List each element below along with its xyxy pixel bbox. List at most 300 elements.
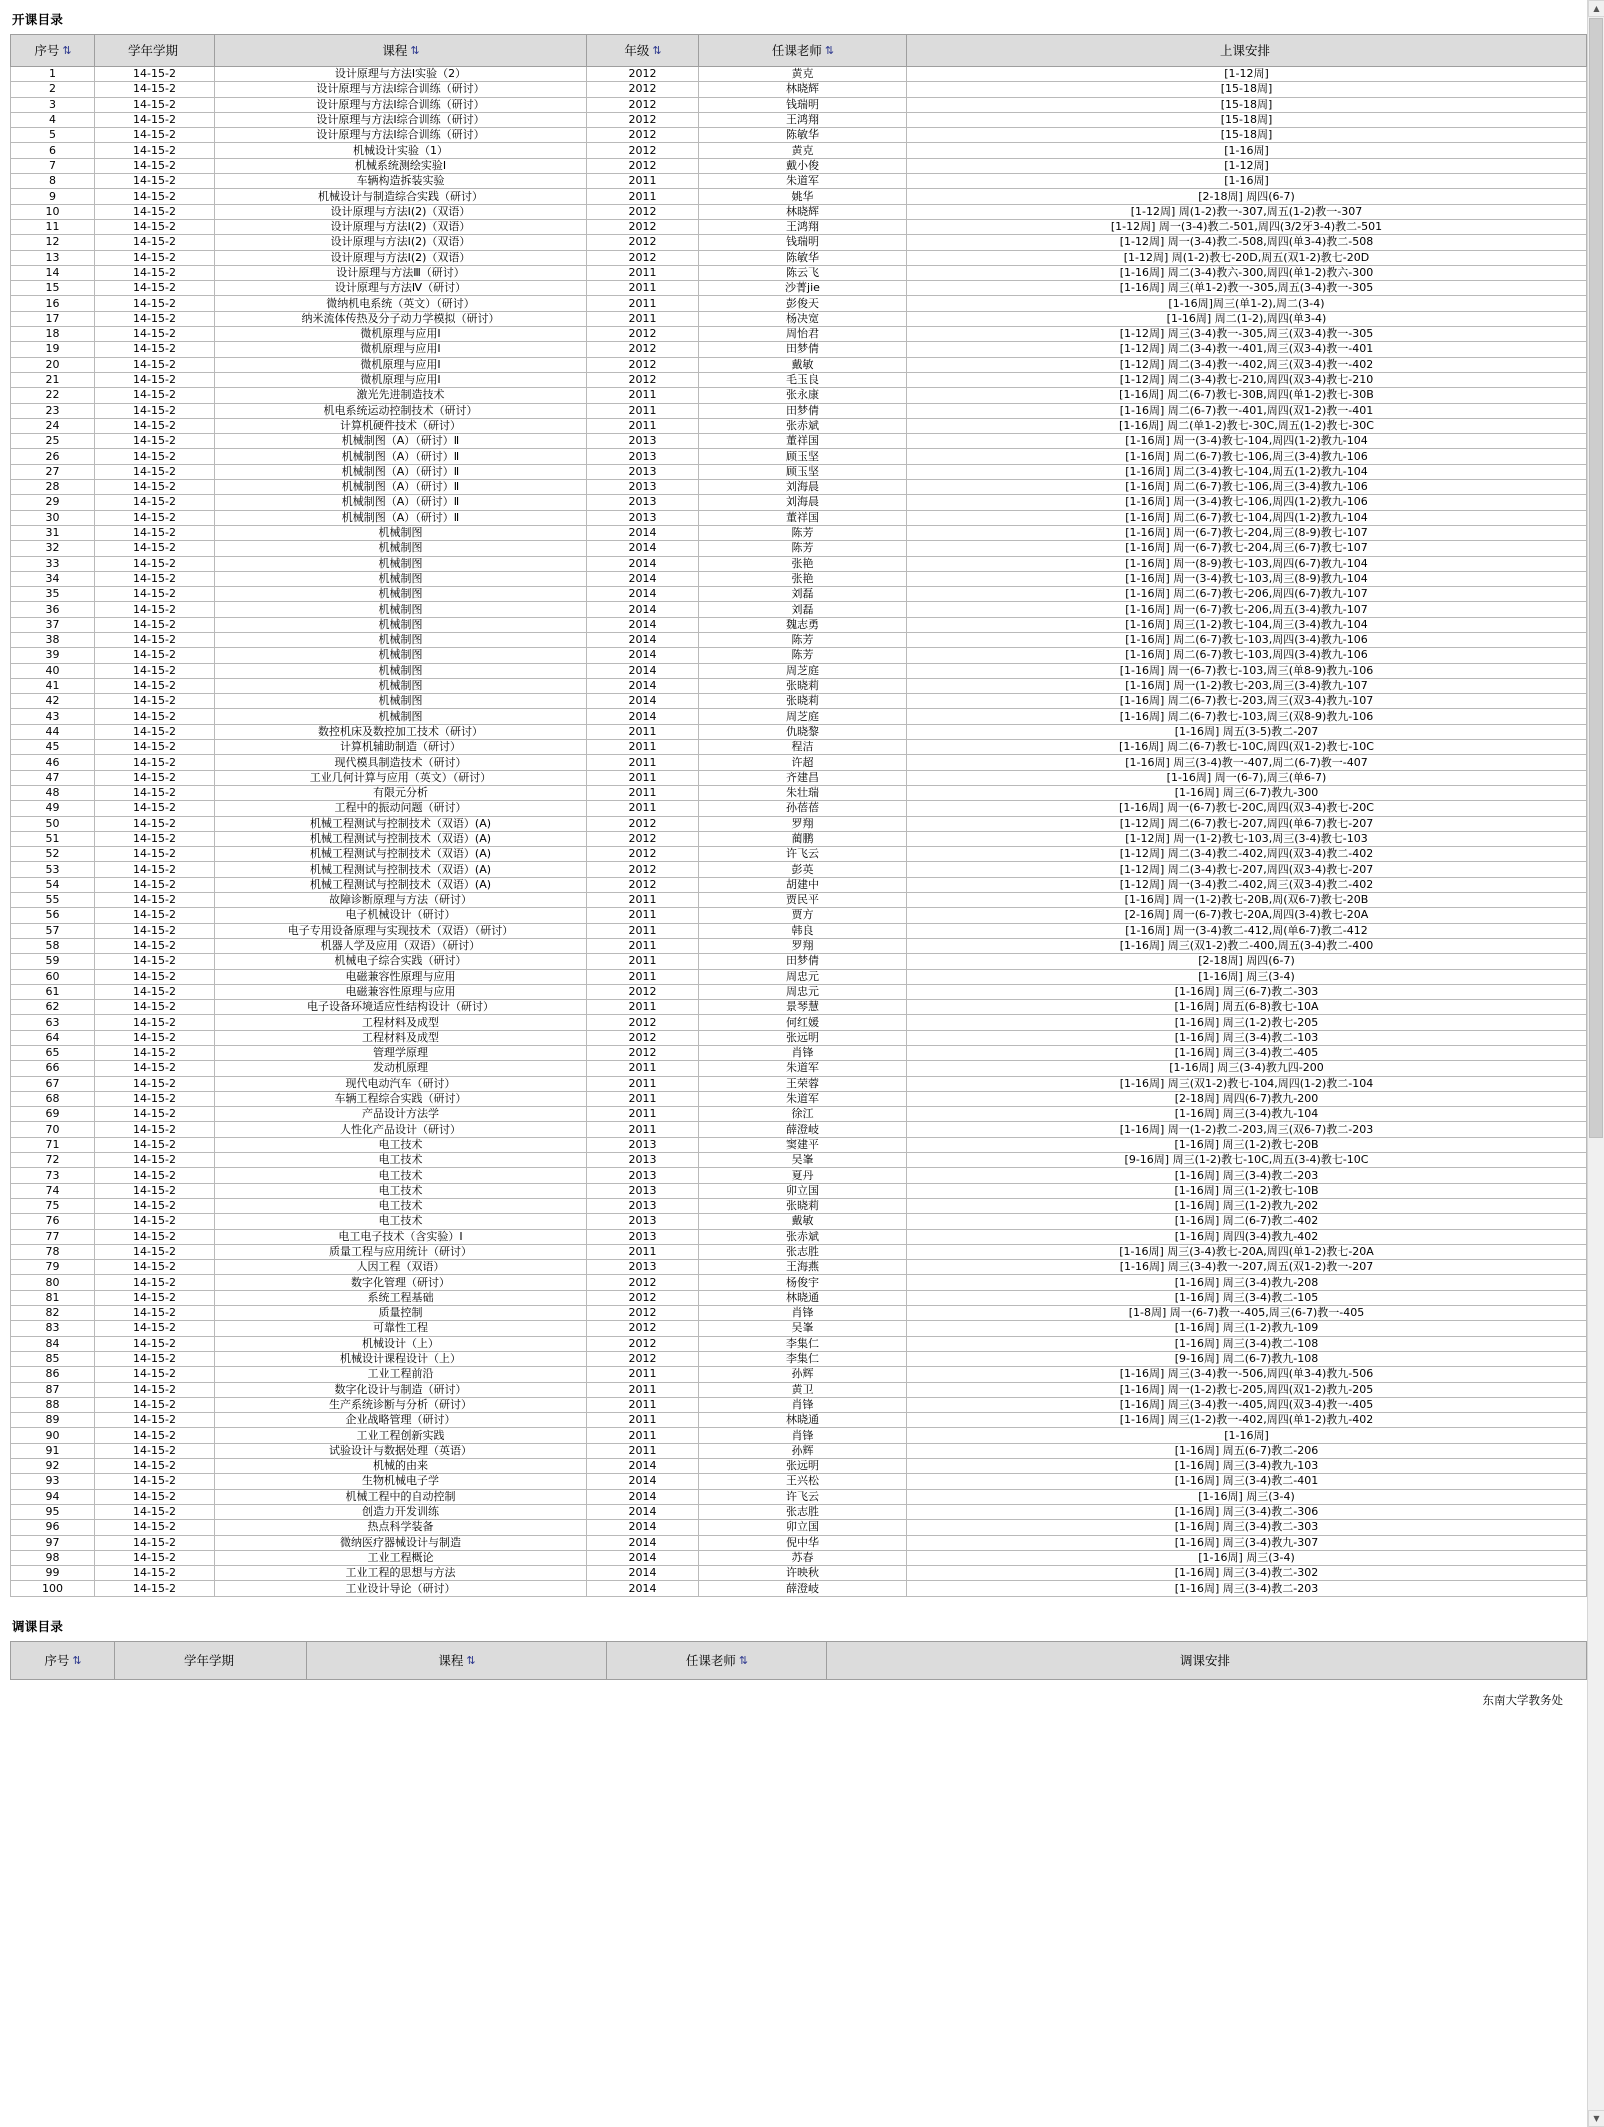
cell-schedule: [1-12周] 周二(3-4)教二-402,周四(双3-4)教二-402	[907, 847, 1587, 862]
table-row[interactable]	[11, 296, 1587, 311]
table-row[interactable]	[11, 357, 1587, 372]
cell-teacher: 苏春	[699, 1550, 907, 1565]
cell-course: 机械制图	[215, 587, 587, 602]
scroll-down-arrow-icon[interactable]: ▼	[1588, 2110, 1604, 2127]
cell-index: 33	[11, 556, 95, 571]
table-row[interactable]	[11, 1504, 1587, 1519]
cell-term: 14-15-2	[95, 204, 215, 219]
cell-course: 生物机械电子学	[215, 1474, 587, 1489]
table-row[interactable]	[11, 694, 1587, 709]
cell-term: 14-15-2	[95, 112, 215, 127]
cell-course: 现代模具制造技术（研讨）	[215, 755, 587, 770]
table-row[interactable]	[11, 219, 1587, 234]
cell-schedule: [1-16周] 周三(3-4)教一-207,周五(双1-2)教一-207	[907, 1260, 1587, 1275]
table-row[interactable]	[11, 984, 1587, 999]
cell-term: 14-15-2	[95, 541, 215, 556]
cell-grade: 2011	[587, 938, 699, 953]
cell-grade: 2011	[587, 785, 699, 800]
cell-term: 14-15-2	[95, 250, 215, 265]
cell-grade: 2011	[587, 174, 699, 189]
cell-index: 77	[11, 1229, 95, 1244]
table-row[interactable]	[11, 602, 1587, 617]
cell-term: 14-15-2	[95, 648, 215, 663]
table-row[interactable]	[11, 1382, 1587, 1397]
column-header-course[interactable]	[215, 35, 587, 67]
table-row[interactable]	[11, 1520, 1587, 1535]
column-header-index[interactable]	[11, 35, 95, 67]
column-header-course-label: 课程	[438, 1653, 464, 1669]
cell-teacher: 仇晓黎	[699, 724, 907, 739]
cell-grade: 2011	[587, 388, 699, 403]
cell-course: 微机原理与应用Ⅰ	[215, 372, 587, 387]
table-row[interactable]	[11, 678, 1587, 693]
cell-course: 机械工程测试与控制技术（双语）(A)	[215, 847, 587, 862]
table-row[interactable]	[11, 1290, 1587, 1305]
table-row[interactable]	[11, 847, 1587, 862]
column-header-index[interactable]	[11, 1641, 115, 1679]
table-row[interactable]	[11, 434, 1587, 449]
cell-grade: 2013	[587, 1137, 699, 1152]
cell-teacher: 彭英	[699, 862, 907, 877]
cell-teacher: 田梦倩	[699, 403, 907, 418]
table-row[interactable]	[11, 1168, 1587, 1183]
table-row[interactable]	[11, 617, 1587, 632]
table-row[interactable]	[11, 1153, 1587, 1168]
table-row[interactable]	[11, 770, 1587, 785]
table-row[interactable]	[11, 1443, 1587, 1458]
table-row[interactable]	[11, 1489, 1587, 1504]
table-row[interactable]	[11, 281, 1587, 296]
cell-term: 14-15-2	[95, 1122, 215, 1137]
cell-schedule: [1-16周] 周三(3-4)	[907, 1550, 1587, 1565]
cell-course: 设计原理与方法Ⅰ综合训练（研讨）	[215, 128, 587, 143]
table-row[interactable]	[11, 480, 1587, 495]
cell-index: 36	[11, 602, 95, 617]
cell-teacher: 卯立国	[699, 1183, 907, 1198]
table-row[interactable]	[11, 235, 1587, 250]
cell-grade: 2012	[587, 847, 699, 862]
table-row[interactable]	[11, 1244, 1587, 1259]
table-row[interactable]	[11, 67, 1587, 82]
cell-grade: 2013	[587, 1183, 699, 1198]
cell-index: 25	[11, 434, 95, 449]
cell-course: 计算机硬件技术（研讨）	[215, 418, 587, 433]
cell-index: 94	[11, 1489, 95, 1504]
cell-teacher: 陈敏华	[699, 250, 907, 265]
cell-teacher: 张远明	[699, 1459, 907, 1474]
table-row[interactable]	[11, 1413, 1587, 1428]
table-row[interactable]	[11, 893, 1587, 908]
cell-term: 14-15-2	[95, 418, 215, 433]
table-row[interactable]	[11, 1428, 1587, 1443]
cell-schedule: [1-16周] 周二(6-7)教二-402	[907, 1214, 1587, 1229]
cell-grade: 2012	[587, 250, 699, 265]
cell-index: 84	[11, 1336, 95, 1351]
cell-index: 59	[11, 954, 95, 969]
cell-schedule: [1-16周] 周三(6-7)教二-303	[907, 984, 1587, 999]
cell-grade: 2012	[587, 357, 699, 372]
column-header-teacher[interactable]	[699, 35, 907, 67]
cell-grade: 2014	[587, 1535, 699, 1550]
cell-index: 60	[11, 969, 95, 984]
cell-grade: 2013	[587, 1168, 699, 1183]
table-row[interactable]	[11, 1214, 1587, 1229]
table-row[interactable]	[11, 908, 1587, 923]
cell-teacher: 许飞云	[699, 847, 907, 862]
cell-course: 工业工程的思想与方法	[215, 1566, 587, 1581]
table-row[interactable]	[11, 388, 1587, 403]
table-row[interactable]	[11, 311, 1587, 326]
table-row[interactable]	[11, 785, 1587, 800]
table-row[interactable]	[11, 632, 1587, 647]
sort-icon[interactable]: ⇅	[62, 43, 71, 57]
table-row[interactable]	[11, 1137, 1587, 1152]
cell-term: 14-15-2	[95, 1520, 215, 1535]
sort-icon[interactable]: ⇅	[652, 43, 661, 57]
table-row[interactable]	[11, 1351, 1587, 1366]
table-row[interactable]	[11, 1581, 1587, 1596]
cell-grade: 2012	[587, 1275, 699, 1290]
table-row[interactable]	[11, 938, 1587, 953]
table-row[interactable]	[11, 1076, 1587, 1091]
cell-schedule: [1-16周] 周三(3-4)教一-405,周四(双3-4)教一-405	[907, 1397, 1587, 1412]
table-row[interactable]	[11, 923, 1587, 938]
cell-grade: 2011	[587, 969, 699, 984]
cell-term: 14-15-2	[95, 678, 215, 693]
cell-teacher: 毛玉良	[699, 372, 907, 387]
table-row[interactable]	[11, 1321, 1587, 1336]
cell-index: 21	[11, 372, 95, 387]
cell-index: 89	[11, 1413, 95, 1428]
cell-schedule: [1-16周] 周一(1-2)教二-203,周三(双6-7)教二-203	[907, 1122, 1587, 1137]
table-row[interactable]	[11, 495, 1587, 510]
table-row[interactable]	[11, 663, 1587, 678]
table-row[interactable]	[11, 1566, 1587, 1581]
cell-term: 14-15-2	[95, 1229, 215, 1244]
cell-course: 设计原理与方法Ⅰ综合训练（研讨）	[215, 82, 587, 97]
table-row[interactable]	[11, 954, 1587, 969]
cell-index: 99	[11, 1566, 95, 1581]
cell-grade: 2012	[587, 82, 699, 97]
cell-index: 29	[11, 495, 95, 510]
cell-teacher: 刘磊	[699, 587, 907, 602]
table-row[interactable]	[11, 556, 1587, 571]
scroll-up-arrow-icon[interactable]: ▲	[1588, 0, 1604, 17]
cell-course: 电磁兼容性原理与应用	[215, 969, 587, 984]
column-header-course[interactable]	[307, 1641, 607, 1679]
sort-icon[interactable]: ⇅	[72, 1654, 81, 1668]
cell-course: 电工技术	[215, 1168, 587, 1183]
table-row[interactable]	[11, 1183, 1587, 1198]
sort-icon[interactable]: ⇅	[410, 43, 419, 57]
table-row[interactable]	[11, 648, 1587, 663]
cell-index: 43	[11, 709, 95, 724]
cell-teacher: 罗翔	[699, 816, 907, 831]
cell-teacher: 肖锋	[699, 1306, 907, 1321]
cell-term: 14-15-2	[95, 1030, 215, 1045]
cell-term: 14-15-2	[95, 571, 215, 586]
cell-grade: 2014	[587, 632, 699, 647]
table-row[interactable]	[11, 877, 1587, 892]
cell-schedule: [1-16周] 周三(单1-2)教一-305,周五(3-4)教一-305	[907, 281, 1587, 296]
cell-course: 有限元分析	[215, 785, 587, 800]
cell-term: 14-15-2	[95, 1061, 215, 1076]
cell-teacher: 张永康	[699, 388, 907, 403]
cell-grade: 2011	[587, 311, 699, 326]
table-row[interactable]	[11, 1046, 1587, 1061]
cell-schedule: [1-16周] 周五(3-5)教二-207	[907, 724, 1587, 739]
cell-term: 14-15-2	[95, 1107, 215, 1122]
cell-teacher: 齐建昌	[699, 770, 907, 785]
cell-grade: 2014	[587, 709, 699, 724]
table-row[interactable]	[11, 816, 1587, 831]
table-row[interactable]	[11, 1229, 1587, 1244]
cell-index: 68	[11, 1091, 95, 1106]
cell-course: 微纳医疗器械设计与制造	[215, 1535, 587, 1550]
table-row[interactable]	[11, 327, 1587, 342]
cell-schedule: [1-16周] 周三(3-4)教二-203	[907, 1581, 1587, 1596]
column-header-term-label: 学年学期	[183, 1653, 234, 1669]
table-row[interactable]	[11, 128, 1587, 143]
column-header-course-label: 课程	[382, 42, 408, 58]
table-row[interactable]	[11, 541, 1587, 556]
table-row[interactable]	[11, 571, 1587, 586]
table-row[interactable]	[11, 418, 1587, 433]
cell-course: 机械工程测试与控制技术（双语）(A)	[215, 862, 587, 877]
table-row[interactable]	[11, 82, 1587, 97]
cell-index: 20	[11, 357, 95, 372]
table-row[interactable]	[11, 250, 1587, 265]
cell-index: 31	[11, 525, 95, 540]
table-row[interactable]	[11, 525, 1587, 540]
cell-term: 14-15-2	[95, 862, 215, 877]
table-row[interactable]	[11, 740, 1587, 755]
cell-teacher: 戴敏	[699, 1214, 907, 1229]
cell-term: 14-15-2	[95, 97, 215, 112]
cell-index: 80	[11, 1275, 95, 1290]
table-row[interactable]	[11, 189, 1587, 204]
table-row[interactable]	[11, 1459, 1587, 1474]
cell-schedule: [1-16周] 周一(6-7)教七-20C,周四(双3-4)教七-20C	[907, 801, 1587, 816]
table-row[interactable]	[11, 1000, 1587, 1015]
table-row[interactable]	[11, 1397, 1587, 1412]
table-row[interactable]	[11, 143, 1587, 158]
cell-index: 74	[11, 1183, 95, 1198]
table-row[interactable]	[11, 724, 1587, 739]
cell-term: 14-15-2	[95, 1290, 215, 1305]
cell-index: 39	[11, 648, 95, 663]
table-row[interactable]	[11, 587, 1587, 602]
table-row[interactable]	[11, 1107, 1587, 1122]
table-row[interactable]	[11, 1306, 1587, 1321]
cell-grade: 2014	[587, 1504, 699, 1519]
cell-teacher: 陈敏华	[699, 128, 907, 143]
table-row[interactable]	[11, 801, 1587, 816]
cell-teacher: 吴峯	[699, 1321, 907, 1336]
column-header-schedule[interactable]	[907, 35, 1587, 67]
table-row[interactable]	[11, 1275, 1587, 1290]
cell-schedule: [1-16周] 周三(6-7)教九-300	[907, 785, 1587, 800]
cell-course: 机械工程测试与控制技术（双语）(A)	[215, 816, 587, 831]
cell-grade: 2014	[587, 678, 699, 693]
table-row[interactable]	[11, 1198, 1587, 1213]
table-row[interactable]	[11, 403, 1587, 418]
cell-teacher: 魏志勇	[699, 617, 907, 632]
cell-schedule: [1-16周] 周二(6-7)教七-203,周三(双3-4)教九-107	[907, 694, 1587, 709]
cell-course: 工业几何计算与应用（英文）（研讨）	[215, 770, 587, 785]
cell-course: 工业工程前沿	[215, 1367, 587, 1382]
cell-index: 98	[11, 1550, 95, 1565]
cell-course: 设计原理与方法Ⅰ(2)（双语）	[215, 235, 587, 250]
cell-teacher: 李集仁	[699, 1351, 907, 1366]
cell-term: 14-15-2	[95, 1336, 215, 1351]
table-row[interactable]	[11, 862, 1587, 877]
cell-course: 纳米流体传热及分子动力学模拟（研讨）	[215, 311, 587, 326]
table-row[interactable]	[11, 1015, 1587, 1030]
table-row[interactable]	[11, 1061, 1587, 1076]
cell-grade: 2012	[587, 831, 699, 846]
cell-grade: 2012	[587, 984, 699, 999]
table-row[interactable]	[11, 510, 1587, 525]
cell-teacher: 周芝庭	[699, 709, 907, 724]
cell-schedule: [1-16周] 周三(双1-2)教二-400,周五(3-4)教二-400	[907, 938, 1587, 953]
cell-term: 14-15-2	[95, 632, 215, 647]
cell-schedule: [1-16周] 周三(1-2)教七-205	[907, 1015, 1587, 1030]
cell-teacher: 田梦倩	[699, 954, 907, 969]
cell-course: 数字化设计与制造（研讨）	[215, 1382, 587, 1397]
cell-teacher: 陈芳	[699, 541, 907, 556]
cell-teacher: 林晓通	[699, 1290, 907, 1305]
scrollbar-thumb[interactable]	[1589, 18, 1603, 1138]
cell-term: 14-15-2	[95, 617, 215, 632]
cell-index: 75	[11, 1198, 95, 1213]
sort-icon[interactable]: ⇅	[738, 1654, 748, 1668]
cell-term: 14-15-2	[95, 128, 215, 143]
table-row[interactable]	[11, 1091, 1587, 1106]
cell-grade: 2011	[587, 1397, 699, 1412]
cell-teacher: 黄克	[699, 143, 907, 158]
open-courses-title: 开课目录	[12, 12, 64, 27]
column-header-adjust-schedule[interactable]	[827, 1641, 1587, 1679]
cell-term: 14-15-2	[95, 1428, 215, 1443]
cell-term: 14-15-2	[95, 372, 215, 387]
table-row[interactable]	[11, 449, 1587, 464]
cell-schedule: [15-18周]	[907, 112, 1587, 127]
cell-term: 14-15-2	[95, 847, 215, 862]
table-row[interactable]	[11, 1122, 1587, 1137]
table-row[interactable]	[11, 969, 1587, 984]
cell-course: 机械制图（A）（研讨）Ⅱ	[215, 464, 587, 479]
table-row[interactable]	[11, 1550, 1587, 1565]
cell-term: 14-15-2	[95, 235, 215, 250]
table-row[interactable]	[11, 112, 1587, 127]
cell-index: 67	[11, 1076, 95, 1091]
column-header-term[interactable]	[95, 35, 215, 67]
cell-teacher: 卯立国	[699, 1520, 907, 1535]
table-row[interactable]	[11, 204, 1587, 219]
cell-teacher: 彭俊天	[699, 296, 907, 311]
cell-course: 电磁兼容性原理与应用	[215, 984, 587, 999]
table-row[interactable]	[11, 158, 1587, 173]
cell-index: 44	[11, 724, 95, 739]
cell-course: 数字化管理（研讨）	[215, 1275, 587, 1290]
page-scrollbar[interactable]	[1587, 0, 1604, 2127]
cell-course: 工业工程概论	[215, 1550, 587, 1565]
table-row[interactable]	[11, 1336, 1587, 1351]
cell-course: 企业战略管理（研讨）	[215, 1413, 587, 1428]
table-row[interactable]	[11, 1030, 1587, 1045]
cell-term: 14-15-2	[95, 480, 215, 495]
cell-course: 机械制图	[215, 632, 587, 647]
cell-index: 24	[11, 418, 95, 433]
cell-teacher: 薛澄岐	[699, 1581, 907, 1596]
cell-course: 机械制图	[215, 694, 587, 709]
table-row[interactable]	[11, 709, 1587, 724]
cell-teacher: 杨俊宇	[699, 1275, 907, 1290]
cell-schedule: [1-12周] 周(1-2)教一-307,周五(1-2)教一-307	[907, 204, 1587, 219]
cell-index: 92	[11, 1459, 95, 1474]
cell-term: 14-15-2	[95, 1535, 215, 1550]
table-row[interactable]	[11, 342, 1587, 357]
table-row[interactable]	[11, 464, 1587, 479]
cell-course: 激光先进制造技术	[215, 388, 587, 403]
table-row[interactable]	[11, 1367, 1587, 1382]
cell-schedule: [1-16周] 周一(6-7)教七-204,周三(6-7)教七-107	[907, 541, 1587, 556]
cell-term: 14-15-2	[95, 357, 215, 372]
table-row[interactable]	[11, 1535, 1587, 1550]
table-row[interactable]	[11, 831, 1587, 846]
cell-index: 9	[11, 189, 95, 204]
table-row[interactable]	[11, 97, 1587, 112]
cell-teacher: 孙辉	[699, 1367, 907, 1382]
column-header-teacher[interactable]	[607, 1641, 827, 1679]
table-row[interactable]	[11, 372, 1587, 387]
column-header-grade[interactable]	[587, 35, 699, 67]
table-row[interactable]	[11, 174, 1587, 189]
cell-term: 14-15-2	[95, 82, 215, 97]
sort-icon[interactable]: ⇅	[824, 43, 834, 57]
sort-icon[interactable]: ⇅	[466, 1654, 475, 1668]
cell-term: 14-15-2	[95, 908, 215, 923]
cell-term: 14-15-2	[95, 770, 215, 785]
cell-grade: 2011	[587, 740, 699, 755]
table-row[interactable]	[11, 1260, 1587, 1275]
table-row[interactable]	[11, 1474, 1587, 1489]
cell-index: 17	[11, 311, 95, 326]
table-row[interactable]	[11, 265, 1587, 280]
cell-schedule: [9-16周] 周三(1-2)教七-10C,周五(3-4)教七-10C	[907, 1153, 1587, 1168]
cell-grade: 2012	[587, 112, 699, 127]
cell-term: 14-15-2	[95, 954, 215, 969]
table-row[interactable]	[11, 755, 1587, 770]
column-header-adjust-schedule-label: 调课安排	[1179, 1653, 1230, 1669]
cell-teacher: 姚华	[699, 189, 907, 204]
column-header-term[interactable]	[115, 1641, 307, 1679]
cell-grade: 2011	[587, 1367, 699, 1382]
cell-index: 73	[11, 1168, 95, 1183]
adjusted-courses-table	[10, 1641, 1587, 1680]
cell-teacher: 张晓莉	[699, 1198, 907, 1213]
cell-teacher: 许映秋	[699, 1566, 907, 1581]
cell-index: 96	[11, 1520, 95, 1535]
cell-index: 88	[11, 1397, 95, 1412]
cell-course: 机械制图	[215, 541, 587, 556]
column-header-index-label: 序号	[44, 1653, 70, 1669]
cell-schedule: [15-18周]	[907, 128, 1587, 143]
cell-index: 3	[11, 97, 95, 112]
cell-grade: 2014	[587, 1566, 699, 1581]
cell-grade: 2014	[587, 1459, 699, 1474]
